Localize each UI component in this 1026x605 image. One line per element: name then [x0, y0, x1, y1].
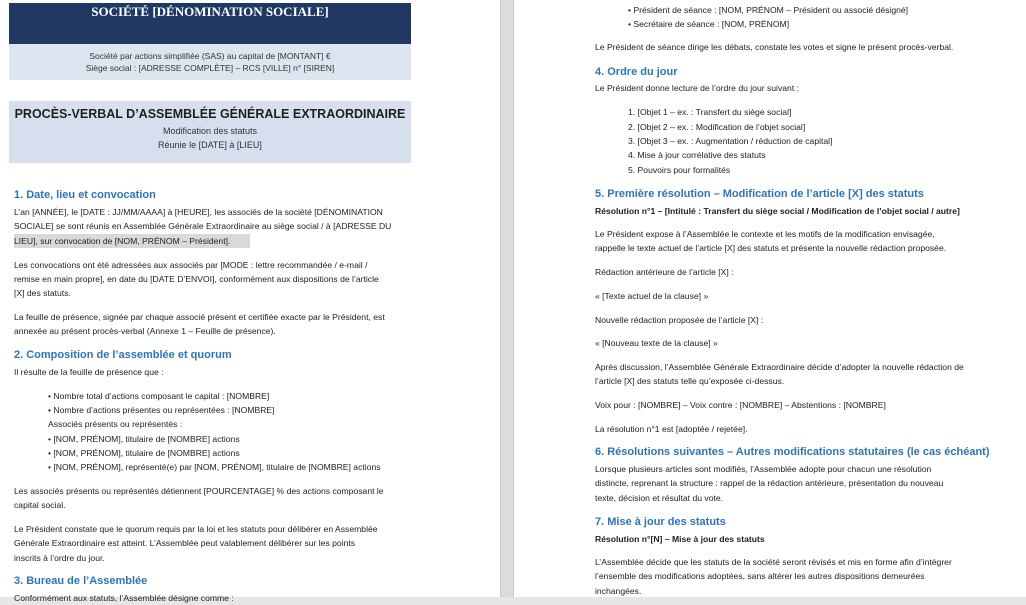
s2-p3-line-1: Le Président constate que le quorum requis par la loi et les statuts pour délibérer en Assemblée — [14, 524, 378, 534]
company-details — [9, 44, 411, 80]
document-page-right — [514, 0, 1026, 597]
pv-title: PROCÈS-VERBAL D’ASSEMBLÉE GÉNÉRALE EXTRAORDINAIRE — [14, 107, 406, 121]
s2-intro: Il résulte de la feuille de présence que : — [14, 367, 164, 377]
s2-p3-line-2: Générale Extraordinaire est atteint. L’Assemblée peut valablement délibérer sur les points — [14, 538, 356, 548]
s6-line-1: Lorsque plusieurs articles sont modifiés, l’Assemblée adopte pour chacun une résolution — [595, 464, 932, 474]
section-4-heading: 4. Ordre du jour — [595, 66, 678, 78]
bureau-paragraph: Le Président de séance dirige les débats, constate les votes et signe le présent procès-verbal. — [595, 42, 954, 52]
s1-p1-line-2: SOCIALE] se sont réunis en Assemblée Générale Extraordinaire au siège social / à [ADRESSE DU — [14, 221, 392, 231]
s5-previous-wording-label: Rédaction antérieure de l’article [X] : — [595, 267, 734, 277]
agenda-item-2: 2. [Objet 2 – ex. : Modification de l’objet social] — [628, 122, 806, 132]
s5-p1-line-2: rappelle le texte actuel de l’article [X] des statuts et présente la nouvelle rédaction proposée. — [595, 243, 947, 253]
s5-new-wording-label: Nouvelle rédaction proposée de l’article [X] : — [595, 315, 764, 325]
pv-subtitle: Modification des statuts — [162, 126, 258, 136]
company-banner — [9, 3, 411, 44]
s5-resolution-outcome: La résolution n°1 est [adoptée / rejetée]. — [595, 424, 748, 434]
s1-p2-line-3: [X] des statuts. — [14, 288, 71, 298]
s1-p3-line-1: La feuille de présence, signée par chaque associé présent et certifiée exacte par le Président, est — [14, 312, 385, 322]
agenda-item-5: 5. Pouvoirs pour formalités — [628, 165, 731, 175]
s2-p2-line-2: capital social. — [14, 500, 66, 510]
s7-line-2: l’ensemble des modifications adoptées, sans altérer les autres dispositions demeurées — [595, 571, 925, 581]
s2-bullet-associate-1: • [NOM, PRÉNOM], titulaire de [NOMBRE] actions — [48, 434, 240, 444]
agenda-item-3: 3. [Objet 3 – ex. : Augmentation / réduction de capital] — [628, 136, 833, 146]
s1-p2-line-2: remise en main propre], en date du [DATE D’ENVOI], conformément aux dispositions de l’article — [14, 274, 379, 284]
agenda-item-1: 1. [Objet 1 – ex. : Transfert du siège social] — [628, 107, 792, 117]
s1-p1-line-3: LIEU], sur convocation de [NOM, PRÉNOM – Président]. — [14, 234, 250, 248]
pv-date-place: Réunie le [DATE] à [LIEU] — [158, 140, 262, 150]
section-7-heading: 7. Mise à jour des statuts — [595, 516, 726, 528]
s6-line-2: distincte, reprenant la structure : rappel de la rédaction antérieure, présentation du nouveau — [595, 478, 944, 488]
s2-bullet-present: • Nombre d’actions présentes ou représentées : [NOMBRE] — [48, 405, 275, 415]
section-5-heading: 5. Première résolution – Modification de l’article [X] des statuts — [595, 188, 924, 200]
s6-line-3: texte, décision et résultat du vote. — [595, 493, 724, 503]
resolution-n-title: Résolution n°[N] – Mise à jour des statuts — [595, 534, 765, 544]
s7-line-3: inchangées. — [595, 586, 642, 596]
s7-line-1: L’Assemblée décide que les statuts de la société seront révisés et mis en forme afin d’intégrer — [595, 557, 952, 567]
s2-p2-line-1: Les associés présents ou représentés détiennent [POURCENTAGE] % des actions composant le — [14, 486, 384, 496]
s1-p3-line-2: annexée au présent procès-verbal (Annexe 1 – Feuille de présence). — [14, 326, 276, 336]
s5-vote-results: Voix pour : [NOMBRE] – Voix contre : [NOMBRE] – Abstentions : [NOMBRE] — [595, 400, 886, 410]
section-1-heading: 1. Date, lieu et convocation — [14, 189, 156, 201]
agenda-item-4: 4. Mise à jour corrélative des statuts — [628, 150, 766, 160]
s4-intro: Le Président donne lecture de l’ordre du jour suivant : — [595, 83, 799, 93]
company-name: SOCIÉTÉ [DÉNOMINATION SOCIALE] — [91, 4, 329, 19]
document-page-left — [0, 0, 500, 603]
s1-p2-line-1: Les convocations ont été adressées aux associés par [MODE : lettre recommandée / e-mail / — [14, 260, 368, 270]
section-2-heading: 2. Composition de l’assemblée et quorum — [14, 349, 232, 361]
s5-decision-line-2: l’article [X] des statuts telle qu’exposée ci-dessus. — [595, 376, 785, 386]
s2-p3-line-3: inscrits à l’ordre du jour. — [14, 553, 105, 563]
bureau-secretary-bullet: • Secrétaire de séance : [NOM, PRÉNOM] — [628, 19, 790, 29]
s5-previous-clause: « [Texte actuel de la clause] » — [595, 291, 709, 301]
section-3-heading: 3. Bureau de l’Assemblée — [14, 575, 148, 587]
page-gutter — [500, 0, 514, 597]
s2-bullet-associate-3: • [NOM, PRÉNOM], représenté(e) par [NOM, PRÉNOM], titulaire de [NOMBRE] actions — [48, 462, 381, 472]
company-capital-line: Société par actions simplifiée (SAS) au capital de [MONTANT] € — [89, 51, 331, 61]
s5-p1-line-1: Le Président expose à l’Assemblée le contexte et les motifs de la modification envisagée, — [595, 229, 935, 239]
pv-title-box — [9, 101, 411, 163]
s5-decision-line-1: Après discussion, l’Assemblée Générale Extraordinaire décide d’adopter la nouvelle rédaction de — [595, 362, 964, 372]
company-address-line: Siège social : [ADRESSE COMPLÈTE] – RCS [VILLE] n° [SIREN] — [85, 63, 335, 73]
s3-intro-cut: Conformément aux statuts, l’Assemblée désigne comme : — [14, 593, 234, 603]
s2-associates-label: Associés présents ou représentés : — [48, 419, 183, 429]
resolution-1-title: Résolution n°1 – [Intitulé : Transfert du siège social / Modification de l’objet social / autre] — [595, 206, 960, 216]
section-6-heading: 6. Résolutions suivantes – Autres modifications statutaires (le cas échéant) — [595, 446, 990, 458]
bureau-president-bullet: • Président de séance : [NOM, PRÉNOM – Président ou associé désigné] — [628, 5, 909, 15]
s5-new-clause: « [Nouveau texte de la clause] » — [595, 338, 718, 348]
s1-p1-line-1: L’an [ANNÉE], le [DATE : JJ/MM/AAAA] à [HEURE], les associés de la société [DÉNOMINATION — [14, 207, 383, 217]
s2-bullet-associate-2: • [NOM, PRÉNOM], titulaire de [NOMBRE] actions — [48, 448, 240, 458]
s2-bullet-capital: • Nombre total d’actions composant le capital : [NOMBRE] — [48, 391, 270, 401]
